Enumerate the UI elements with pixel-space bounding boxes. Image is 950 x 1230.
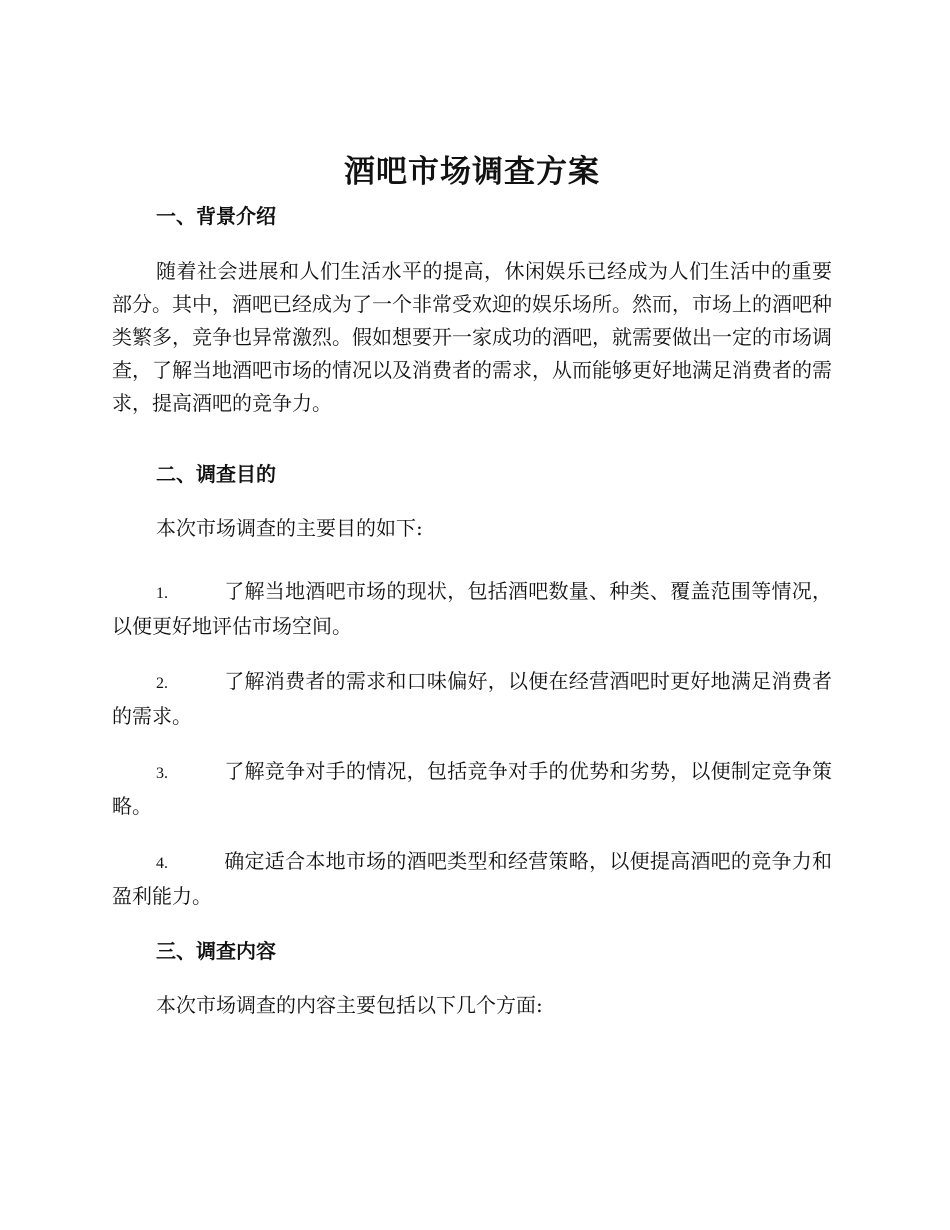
purpose-list-item (112, 755, 832, 823)
section-heading-purpose: 二、调查目的 (156, 462, 276, 486)
list-number: 3. (156, 765, 168, 782)
document-title: 酒吧市场调查方案 (344, 154, 600, 190)
section-heading-background: 一、背景介绍 (156, 204, 276, 228)
purpose-list-item (112, 575, 832, 643)
list-item-text: 确定适合本地市场的酒吧类型和经营策略，以便提高酒吧的竞争力和盈利能力。 (112, 849, 832, 908)
list-number: 1. (156, 585, 168, 602)
list-item-text: 了解当地酒吧市场的现状，包括酒吧数量、种类、覆盖范围等情况，以便更好地评估市场空间。 (112, 579, 832, 638)
section-heading-content: 三、调查内容 (156, 939, 276, 963)
background-paragraph: 随着社会进展和人们生活水平的提高，休闲娱乐已经成为人们生活中的重要部分。其中，酒吧已经成为了一个非常受欢迎的娱乐场所。然而，市场上的酒吧种类繁多，竞争也异常激烈。假如想要开一家成功的酒吧，就需要做出一定的市场调查，了解当地酒吧市场的情况以及消费者的需求，从而能够更好地满足消费者的需求，提高酒吧的竞争力。 (112, 259, 832, 415)
purpose-intro: 本次市场调查的主要目的如下: (156, 516, 423, 540)
purpose-list-item (112, 845, 832, 913)
content-intro: 本次市场调查的内容主要包括以下几个方面: (156, 993, 543, 1017)
list-item-text: 了解竞争对手的情况，包括竞争对手的优势和劣势，以便制定竞争策略。 (112, 759, 832, 818)
list-item-text: 了解消费者的需求和口味偏好，以便在经营酒吧时更好地满足消费者的需求。 (112, 669, 832, 728)
document-page (112, 148, 832, 1022)
list-number: 4. (156, 855, 168, 872)
purpose-list-item (112, 665, 832, 733)
list-number: 2. (156, 675, 168, 692)
